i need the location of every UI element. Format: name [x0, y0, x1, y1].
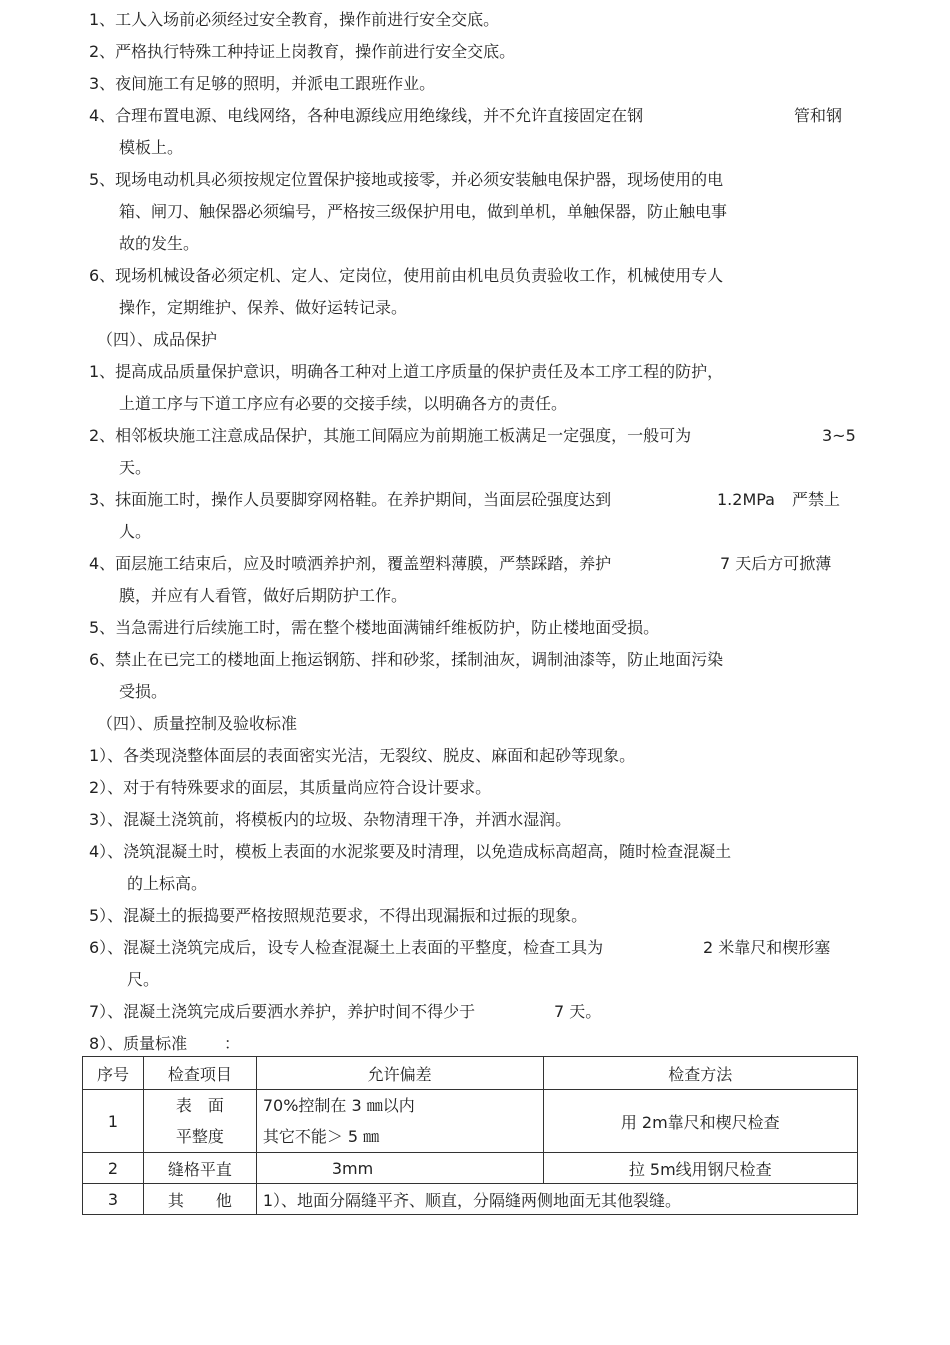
safety-item-3: 3、夜间施工有足够的照明，并派电工跟班作业。: [89, 74, 436, 93]
safety-item-4-tail: 管和钢: [794, 106, 843, 125]
safety-item-5-cont: 箱、闸刀、触保器必须编号，严格按三级保护用电，做到单机，单触保器，防止触电事: [119, 202, 728, 221]
protection-item-2: 2、相邻板块施工注意成品保护，其施工间隔应为前期施工板满足一定强度，一般可为: [89, 426, 692, 445]
header-item: 检查项目: [143, 1057, 256, 1090]
protection-item-3-tail: 严禁上: [792, 490, 841, 509]
safety-item-4: 4、合理布置电源、电线网络，各种电源线应用绝缘线，并不允许直接固定在钢: [89, 106, 644, 125]
protection-item-4-tail: 7 天后方可掀薄: [720, 554, 832, 573]
safety-item-6-cont: 操作，定期维护、保养、做好运转记录。: [119, 298, 408, 317]
protection-item-2-tail: 3~5: [822, 426, 856, 445]
protection-item-1: 1、提高成品质量保护意识，明确各工种对上道工序质量的保护责任及本工序工程的防护，: [89, 362, 724, 381]
protection-item-4: 4、面层施工结束后，应及时喷洒养护剂，覆盖塑料薄膜，严禁踩踏，养护: [89, 554, 612, 573]
cell-item-line: 平整度: [175, 1127, 224, 1146]
section-heading-protection: （四）、成品保护: [97, 330, 218, 349]
protection-item-3-cont: 人。: [119, 522, 152, 541]
cell-no: 2: [83, 1153, 144, 1184]
cell-no: 3: [83, 1184, 144, 1215]
quality-standard-table: [82, 1056, 858, 1215]
quality-item-3: 3）、混凝土浇筑前，将模板内的垃圾、杂物清理干净，并洒水湿润。: [89, 810, 572, 829]
protection-item-3: 3、抹面施工时，操作人员要脚穿网格鞋。在养护期间，当面层砼强度达到: [89, 490, 612, 509]
protection-item-6: 6、禁止在已完工的楼地面上拖运钢筋、拌和砂浆，揉制油灰，调制油漆等，防止地面污染: [89, 650, 724, 669]
cell-tolerance-line: 其它不能＞ 5 ㎜: [262, 1127, 380, 1146]
table-row: [83, 1184, 858, 1215]
safety-item-1: 1、工人入场前必须经过安全教育，操作前进行安全交底。: [89, 10, 500, 29]
header-no: 序号: [83, 1057, 144, 1090]
cell-method: 用 2m靠尺和楔尺检查: [543, 1090, 857, 1153]
cell-no: 1: [83, 1090, 144, 1153]
quality-item-7: 7）、混凝土浇筑完成后要洒水养护，养护时间不得少于: [89, 1002, 476, 1021]
quality-item-8-colon: ：: [224, 1034, 241, 1053]
quality-item-1: 1）、各类现浇整体面层的表面密实光洁，无裂纹、脱皮、麻面和起砂等现象。: [89, 746, 636, 765]
safety-item-5-cont: 故的发生。: [119, 234, 200, 253]
quality-item-8: 8）、质量标准: [89, 1034, 188, 1053]
cell-note: 1）、地面分隔缝平齐、顺直，分隔缝两侧地面无其他裂缝。: [256, 1184, 857, 1215]
cell-tolerance-line: 70%控制在 3 ㎜以内: [262, 1096, 415, 1115]
safety-item-6: 6、现场机械设备必须定机、定人、定岗位，使用前由机电员负责验收工作，机械使用专人: [89, 266, 724, 285]
cell-tolerance: 3mm: [256, 1153, 543, 1184]
quality-item-5: 5）、混凝土的振捣要严格按照规范要求，不得出现漏振和过振的现象。: [89, 906, 588, 925]
safety-item-5: 5、现场电动机具必须按规定位置保护接地或接零，并必须安装触电保护器，现场使用的电: [89, 170, 724, 189]
safety-item-2: 2、严格执行特殊工种持证上岗教育，操作前进行安全交底。: [89, 42, 516, 61]
protection-item-6-cont: 受损。: [119, 682, 168, 701]
section-heading-quality: （四）、质量控制及验收标准: [97, 714, 298, 733]
cell-item: [143, 1090, 256, 1153]
quality-item-7-tail: 7 天。: [554, 1002, 602, 1021]
quality-item-2: 2）、对于有特殊要求的面层，其质量尚应符合设计要求。: [89, 778, 492, 797]
protection-item-2-cont: 天。: [119, 458, 152, 477]
protection-item-5: 5、当急需进行后续施工时，需在整个楼地面满铺纤维板防护，防止楼地面受损。: [89, 618, 660, 637]
protection-item-3-mid: 1.2MPa: [717, 490, 775, 509]
header-method: 检查方法: [543, 1057, 857, 1090]
header-tolerance: 允许偏差: [256, 1057, 543, 1090]
quality-item-6-tail: 2 米靠尺和楔形塞: [703, 938, 831, 957]
cell-method: 拉 5m线用钢尺检查: [543, 1153, 857, 1184]
safety-item-4-cont: 模板上。: [119, 138, 184, 157]
cell-item: 缝格平直: [143, 1153, 256, 1184]
protection-item-1-cont: 上道工序与下道工序应有必要的交接手续，以明确各方的责任。: [119, 394, 568, 413]
quality-item-6-cont: 尺。: [127, 970, 160, 989]
cell-item-line: 表 面: [175, 1096, 224, 1115]
table-row: [83, 1153, 858, 1184]
quality-item-4: 4）、浇筑混凝土时，模板上表面的水泥浆要及时清理，以免造成标高超高，随时检查混凝土: [89, 842, 732, 861]
cell-tolerance: [256, 1090, 543, 1153]
table-row: [83, 1090, 858, 1153]
quality-item-4-cont: 的上标高。: [127, 874, 208, 893]
table-header-row: [83, 1057, 858, 1090]
cell-item: 其 他: [143, 1184, 256, 1215]
quality-item-6: 6）、混凝土浇筑完成后，设专人检查混凝土上表面的平整度，检查工具为: [89, 938, 604, 957]
protection-item-4-cont: 膜，并应有人看管，做好后期防护工作。: [119, 586, 408, 605]
